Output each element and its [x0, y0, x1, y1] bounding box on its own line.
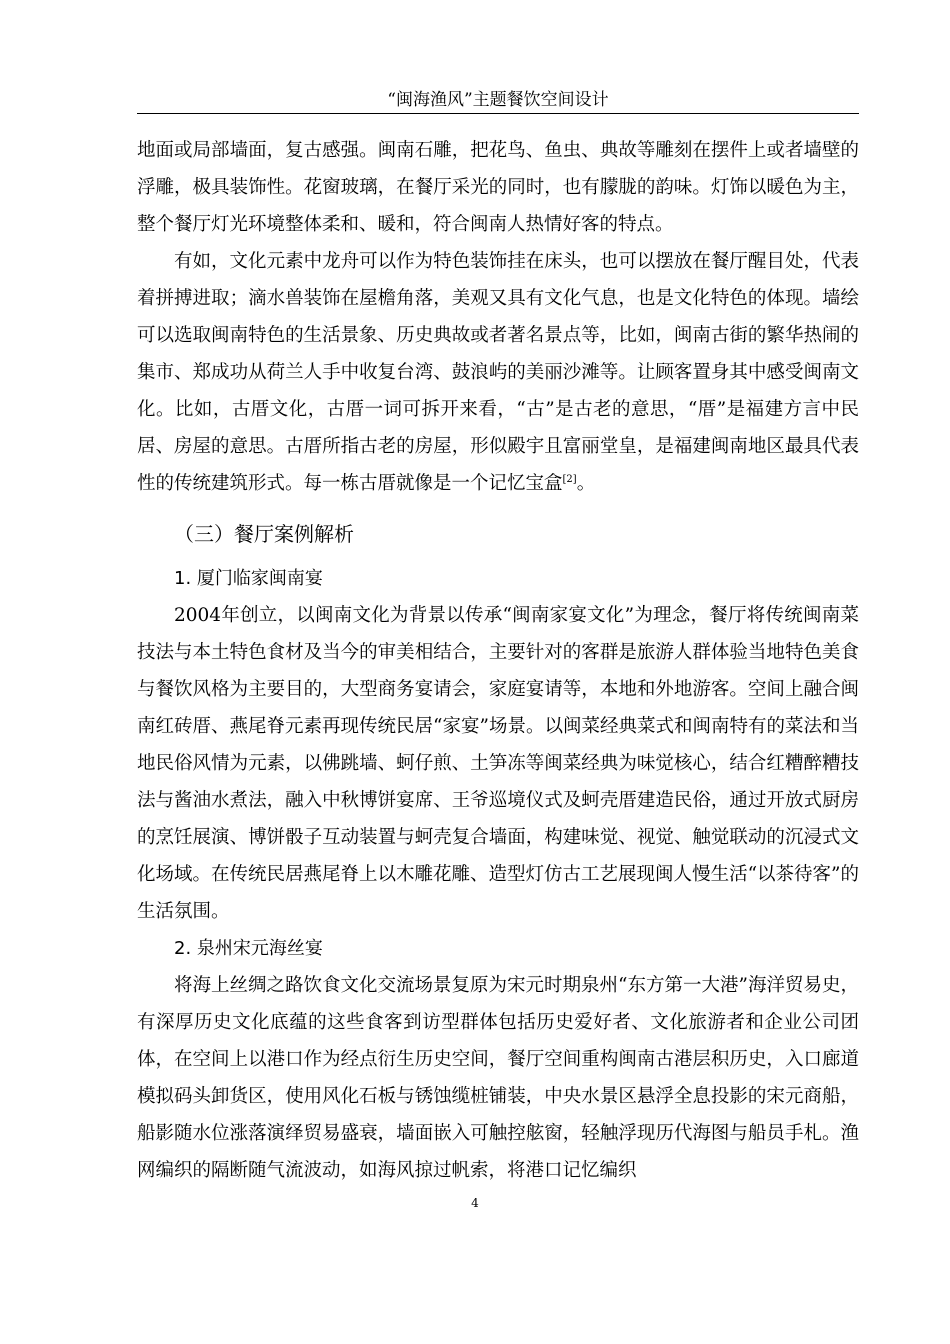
citation-marker: [2]: [562, 473, 577, 485]
case-heading-1: 1. 厦门临家闽南宴: [174, 568, 323, 589]
paragraph-3: 2004年创立，以闽南文化为背景以传承“闽南家宴文化”为理念，餐厅将传统闽南菜技法与本土特色食材及当今的审美相结合，主要针对的客群是旅游人群体验当地特色美食与餐饮风格为主要目的，大型商务宴请会，家庭宴请等，本地和外地游客。空间上融合闽南红砖厝、燕尾脊元素再现传统民居“家宴”场景。以闽菜经典菜式和闽南特有的菜法和当地民俗风情为元素，以佛跳墙、蚵仔煎、土笋冻等闽菜经典为味觉核心，结合红糟醉糟技法与酱油水煮法，融入中秋博饼宴席、王爷巡境仪式及蚵壳厝建造民俗，通过开放式厨房的烹饪展演、博饼骰子互动装置与蚵壳复合墙面，构建味觉、视觉、触觉联动的沉浸式文化场域。在传统民居燕尾脊上以木雕花雕、造型灯仿古工艺展现闽人慢生活“以茶待客”的生活氛围。: [137, 605, 859, 922]
section-heading: （三）餐厅案例解析: [174, 522, 354, 546]
case-heading-2: 2. 泉州宋元海丝宴: [174, 938, 323, 959]
header-rule: [137, 113, 859, 114]
running-header: “闽海渔风”主题餐饮空间设计: [387, 90, 609, 110]
page-body: [137, 132, 859, 1189]
paragraph-2-text: 有如，文化元素中龙舟可以作为特色装饰挂在床头，也可以摆放在餐厅醒目处，代表着拼搏进取；滴水兽装饰在屋檐角落，美观又具有文化气息，也是文化特色的体现。墙绘可以选取闽南特色的生活景象、历史典故或者著名景点等，比如，闽南古街的繁华热闹的集市、郑成功从荷兰人手中收复台湾、鼓浪屿的美丽沙滩等。让顾客置身其中感受闽南文化。比如，古厝文化，古厝一词可拆开来看，“古”是古老的意思，“厝”是福建方言中民居、房屋的意思。古厝所指古老的房屋，形似殿宇且富丽堂皇，是福建闽南地区最具代表性的传统建筑形式。每一栋古厝就像是一个记忆宝盒: [137, 251, 859, 494]
page-number: 4: [471, 1196, 479, 1210]
paragraph-2: [137, 243, 859, 502]
paragraph-1: 地面或局部墙面，复古感强。闽南石雕，把花鸟、鱼虫、典故等雕刻在摆件上或者墙壁的浮雕，极具装饰性。花窗玻璃，在餐厅采光的同时，也有朦胧的韵味。灯饰以暖色为主，整个餐厅灯光环境整体柔和、暖和，符合闽南人热情好客的特点。: [137, 140, 859, 235]
paragraph-4: 将海上丝绸之路饮食文化交流场景复原为宋元时期泉州“东方第一大港”海洋贸易史，有深厚历史文化底蕴的这些食客到访型群体包括历史爱好者、文化旅游者和企业公司团体，在空间上以港口作为经点衍生历史空间，餐厅空间重构闽南古港层积历史，入口廊道模拟码头卸货区，使用风化石板与锈蚀缆桩铺装，中央水景区悬浮全息投影的宋元商船，船影随水位涨落演绎贸易盛衰，墙面嵌入可触控舷窗，轻触浮现历代海图与船员手札。渔网编织的隔断随气流波动，如海风掠过帆索，将港口记忆编织: [137, 975, 859, 1181]
paragraph-2-end: 。: [576, 473, 596, 494]
